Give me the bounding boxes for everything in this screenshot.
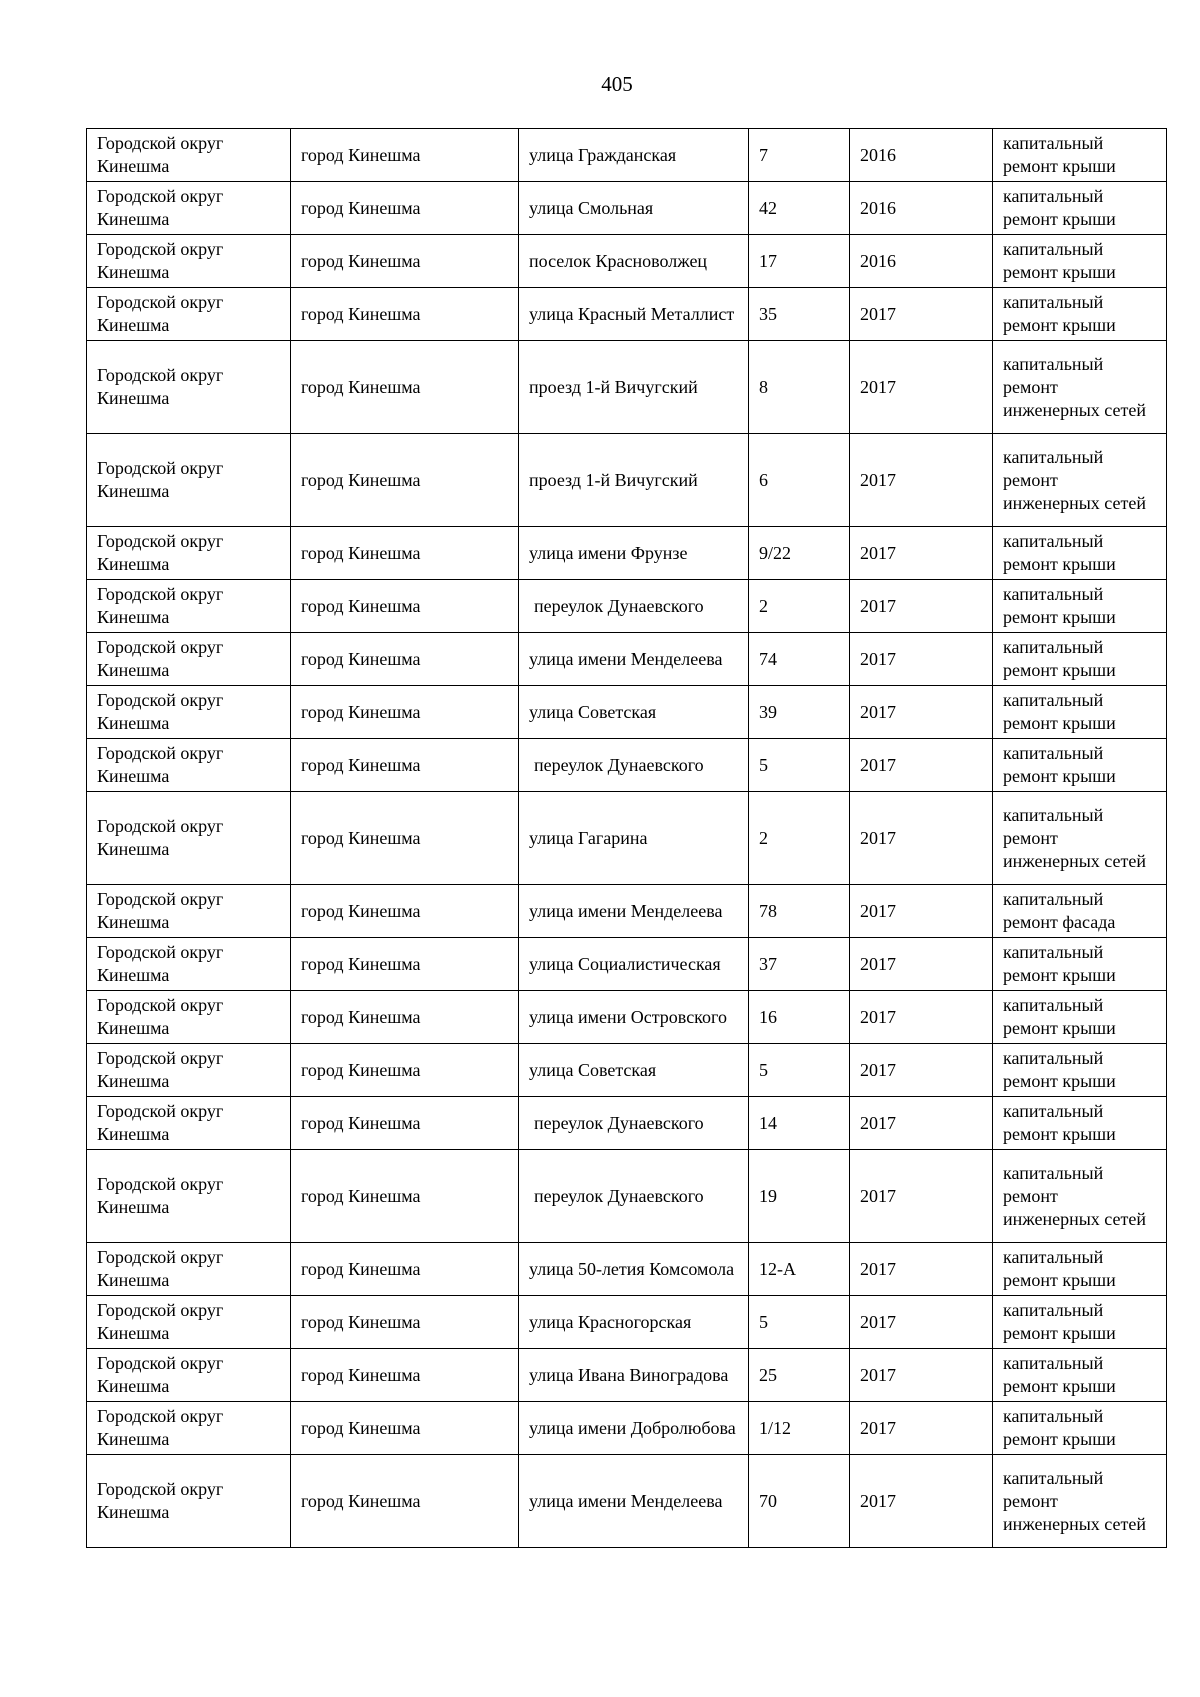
street-cell bbox=[519, 1150, 749, 1243]
work-type-cell: капитальный ремонт крыши bbox=[993, 527, 1167, 580]
city-cell: город Кинешма bbox=[291, 633, 519, 686]
district-cell: Городской округ Кинешма bbox=[87, 1150, 291, 1243]
year-cell: 2017 bbox=[850, 686, 993, 739]
district-cell: Городской округ Кинешма bbox=[87, 341, 291, 434]
work-type-cell: капитальный ремонт крыши bbox=[993, 1349, 1167, 1402]
work-type-cell: капитальный ремонт крыши bbox=[993, 235, 1167, 288]
district-cell: Городской округ Кинешма bbox=[87, 527, 291, 580]
year-cell: 2017 bbox=[850, 1097, 993, 1150]
city-cell: город Кинешма bbox=[291, 1097, 519, 1150]
street-name: переулок Дунаевского bbox=[534, 1112, 704, 1133]
city-cell: город Кинешма bbox=[291, 288, 519, 341]
district-cell: Городской округ Кинешма bbox=[87, 288, 291, 341]
city-cell: город Кинешма bbox=[291, 938, 519, 991]
year-cell: 2017 bbox=[850, 792, 993, 885]
street-name: переулок Дунаевского bbox=[534, 595, 704, 616]
district-cell: Городской округ Кинешма bbox=[87, 1349, 291, 1402]
year-cell: 2017 bbox=[850, 938, 993, 991]
work-type-cell: капитальный ремонт крыши bbox=[993, 938, 1167, 991]
district-cell: Городской округ Кинешма bbox=[87, 938, 291, 991]
work-type-cell: капитальный ремонт крыши bbox=[993, 1296, 1167, 1349]
street-cell: улица Советская bbox=[519, 686, 749, 739]
table-row bbox=[87, 739, 1167, 792]
table-row bbox=[87, 991, 1167, 1044]
page-number: 405 bbox=[601, 72, 633, 96]
street-cell: проезд 1-й Вичугский bbox=[519, 434, 749, 527]
table-row bbox=[87, 885, 1167, 938]
work-type-cell: капитальный ремонт крыши bbox=[993, 1243, 1167, 1296]
street-cell: поселок Красноволжец bbox=[519, 235, 749, 288]
district-cell: Городской округ Кинешма bbox=[87, 1044, 291, 1097]
house-number-cell: 6 bbox=[749, 434, 850, 527]
year-cell: 2017 bbox=[850, 1455, 993, 1548]
city-cell: город Кинешма bbox=[291, 1296, 519, 1349]
house-number-cell: 37 bbox=[749, 938, 850, 991]
table-row bbox=[87, 938, 1167, 991]
district-cell: Городской округ Кинешма bbox=[87, 235, 291, 288]
house-number-cell: 9/22 bbox=[749, 527, 850, 580]
city-cell: город Кинешма bbox=[291, 792, 519, 885]
work-type-cell: капитальный ремонт инженерных сетей bbox=[993, 1455, 1167, 1548]
street-cell: улица 50-летия Комсомола bbox=[519, 1243, 749, 1296]
street-cell: улица Смольная bbox=[519, 182, 749, 235]
table-row bbox=[87, 686, 1167, 739]
city-cell: город Кинешма bbox=[291, 739, 519, 792]
year-cell: 2017 bbox=[850, 1150, 993, 1243]
table-row bbox=[87, 1044, 1167, 1097]
year-cell: 2017 bbox=[850, 1243, 993, 1296]
table-row bbox=[87, 235, 1167, 288]
city-cell: город Кинешма bbox=[291, 1455, 519, 1548]
work-type-cell: капитальный ремонт крыши bbox=[993, 1044, 1167, 1097]
work-type-cell: капитальный ремонт инженерных сетей bbox=[993, 792, 1167, 885]
year-cell: 2016 bbox=[850, 129, 993, 182]
work-type-cell: капитальный ремонт крыши bbox=[993, 1097, 1167, 1150]
year-cell: 2017 bbox=[850, 885, 993, 938]
city-cell: город Кинешма bbox=[291, 1243, 519, 1296]
year-cell: 2016 bbox=[850, 235, 993, 288]
table-row bbox=[87, 341, 1167, 434]
house-number-cell: 25 bbox=[749, 1349, 850, 1402]
street-cell: улица имени Менделеева bbox=[519, 885, 749, 938]
year-cell: 2017 bbox=[850, 434, 993, 527]
table-row bbox=[87, 1402, 1167, 1455]
street-cell: улица Ивана Виноградова bbox=[519, 1349, 749, 1402]
year-cell: 2017 bbox=[850, 580, 993, 633]
table-row bbox=[87, 434, 1167, 527]
street-cell: улица имени Менделеева bbox=[519, 633, 749, 686]
work-type-cell: капитальный ремонт инженерных сетей bbox=[993, 341, 1167, 434]
city-cell: город Кинешма bbox=[291, 885, 519, 938]
table-row bbox=[87, 1243, 1167, 1296]
district-cell: Городской округ Кинешма bbox=[87, 129, 291, 182]
work-type-cell: капитальный ремонт крыши bbox=[993, 1402, 1167, 1455]
year-cell: 2017 bbox=[850, 633, 993, 686]
street-name: переулок Дунаевского bbox=[534, 1185, 704, 1206]
work-type-cell: капитальный ремонт крыши bbox=[993, 739, 1167, 792]
street-name: переулок Дунаевского bbox=[534, 754, 704, 775]
district-cell: Городской округ Кинешма bbox=[87, 580, 291, 633]
house-number-cell: 8 bbox=[749, 341, 850, 434]
district-cell: Городской округ Кинешма bbox=[87, 1402, 291, 1455]
street-cell: улица Гагарина bbox=[519, 792, 749, 885]
year-cell: 2017 bbox=[850, 527, 993, 580]
house-number-cell: 12-А bbox=[749, 1243, 850, 1296]
table-row bbox=[87, 527, 1167, 580]
work-type-cell: капитальный ремонт крыши bbox=[993, 288, 1167, 341]
house-number-cell: 14 bbox=[749, 1097, 850, 1150]
district-cell: Городской округ Кинешма bbox=[87, 1296, 291, 1349]
work-type-cell: капитальный ремонт фасада bbox=[993, 885, 1167, 938]
house-number-cell: 35 bbox=[749, 288, 850, 341]
house-number-cell: 2 bbox=[749, 792, 850, 885]
street-cell bbox=[519, 739, 749, 792]
house-number-cell: 17 bbox=[749, 235, 850, 288]
city-cell: город Кинешма bbox=[291, 434, 519, 527]
city-cell: город Кинешма bbox=[291, 129, 519, 182]
district-cell: Городской округ Кинешма bbox=[87, 885, 291, 938]
table-row bbox=[87, 1296, 1167, 1349]
district-cell: Городской округ Кинешма bbox=[87, 434, 291, 527]
table-row bbox=[87, 1349, 1167, 1402]
district-cell: Городской округ Кинешма bbox=[87, 1097, 291, 1150]
street-cell: улица имени Менделеева bbox=[519, 1455, 749, 1548]
table-row bbox=[87, 1455, 1167, 1548]
work-type-cell: капитальный ремонт крыши bbox=[993, 182, 1167, 235]
street-cell: улица Красный Металлист bbox=[519, 288, 749, 341]
table-row bbox=[87, 1150, 1167, 1243]
district-cell: Городской округ Кинешма bbox=[87, 739, 291, 792]
street-cell: улица имени Фрунзе bbox=[519, 527, 749, 580]
table-body bbox=[87, 129, 1167, 1548]
table-row bbox=[87, 792, 1167, 885]
district-cell: Городской округ Кинешма bbox=[87, 792, 291, 885]
house-number-cell: 19 bbox=[749, 1150, 850, 1243]
year-cell: 2017 bbox=[850, 1402, 993, 1455]
work-type-cell: капитальный ремонт крыши bbox=[993, 991, 1167, 1044]
city-cell: город Кинешма bbox=[291, 235, 519, 288]
city-cell: город Кинешма bbox=[291, 527, 519, 580]
city-cell: город Кинешма bbox=[291, 1349, 519, 1402]
year-cell: 2017 bbox=[850, 739, 993, 792]
street-cell: улица Социалистическая bbox=[519, 938, 749, 991]
table-row bbox=[87, 633, 1167, 686]
street-cell: улица Советская bbox=[519, 1044, 749, 1097]
work-type-cell: капитальный ремонт крыши bbox=[993, 129, 1167, 182]
housing-repair-table bbox=[86, 128, 1167, 1548]
street-cell: улица имени Островского bbox=[519, 991, 749, 1044]
year-cell: 2017 bbox=[850, 991, 993, 1044]
district-cell: Городской округ Кинешма bbox=[87, 686, 291, 739]
street-cell: улица Красногорская bbox=[519, 1296, 749, 1349]
house-number-cell: 5 bbox=[749, 1296, 850, 1349]
city-cell: город Кинешма bbox=[291, 580, 519, 633]
work-type-cell: капитальный ремонт крыши bbox=[993, 686, 1167, 739]
house-number-cell: 5 bbox=[749, 1044, 850, 1097]
year-cell: 2017 bbox=[850, 1296, 993, 1349]
table-row bbox=[87, 182, 1167, 235]
city-cell: город Кинешма bbox=[291, 182, 519, 235]
work-type-cell: капитальный ремонт инженерных сетей bbox=[993, 434, 1167, 527]
district-cell: Городской округ Кинешма bbox=[87, 633, 291, 686]
street-cell bbox=[519, 1097, 749, 1150]
city-cell: город Кинешма bbox=[291, 686, 519, 739]
house-number-cell: 1/12 bbox=[749, 1402, 850, 1455]
street-cell: улица Гражданская bbox=[519, 129, 749, 182]
year-cell: 2017 bbox=[850, 288, 993, 341]
year-cell: 2017 bbox=[850, 1349, 993, 1402]
work-type-cell: капитальный ремонт крыши bbox=[993, 580, 1167, 633]
city-cell: город Кинешма bbox=[291, 1150, 519, 1243]
district-cell: Городской округ Кинешма bbox=[87, 182, 291, 235]
house-number-cell: 70 bbox=[749, 1455, 850, 1548]
house-number-cell: 7 bbox=[749, 129, 850, 182]
district-cell: Городской округ Кинешма bbox=[87, 1455, 291, 1548]
city-cell: город Кинешма bbox=[291, 1402, 519, 1455]
table-row bbox=[87, 580, 1167, 633]
year-cell: 2017 bbox=[850, 1044, 993, 1097]
house-number-cell: 74 bbox=[749, 633, 850, 686]
house-number-cell: 78 bbox=[749, 885, 850, 938]
city-cell: город Кинешма bbox=[291, 991, 519, 1044]
street-cell: проезд 1-й Вичугский bbox=[519, 341, 749, 434]
work-type-cell: капитальный ремонт инженерных сетей bbox=[993, 1150, 1167, 1243]
street-cell bbox=[519, 580, 749, 633]
work-type-cell: капитальный ремонт крыши bbox=[993, 633, 1167, 686]
house-number-cell: 5 bbox=[749, 739, 850, 792]
table-row bbox=[87, 288, 1167, 341]
city-cell: город Кинешма bbox=[291, 341, 519, 434]
house-number-cell: 39 bbox=[749, 686, 850, 739]
city-cell: город Кинешма bbox=[291, 1044, 519, 1097]
street-cell: улица имени Добролюбова bbox=[519, 1402, 749, 1455]
house-number-cell: 16 bbox=[749, 991, 850, 1044]
house-number-cell: 2 bbox=[749, 580, 850, 633]
house-number-cell: 42 bbox=[749, 182, 850, 235]
year-cell: 2016 bbox=[850, 182, 993, 235]
table-row bbox=[87, 1097, 1167, 1150]
table-row bbox=[87, 129, 1167, 182]
year-cell: 2017 bbox=[850, 341, 993, 434]
district-cell: Городской округ Кинешма bbox=[87, 991, 291, 1044]
district-cell: Городской округ Кинешма bbox=[87, 1243, 291, 1296]
